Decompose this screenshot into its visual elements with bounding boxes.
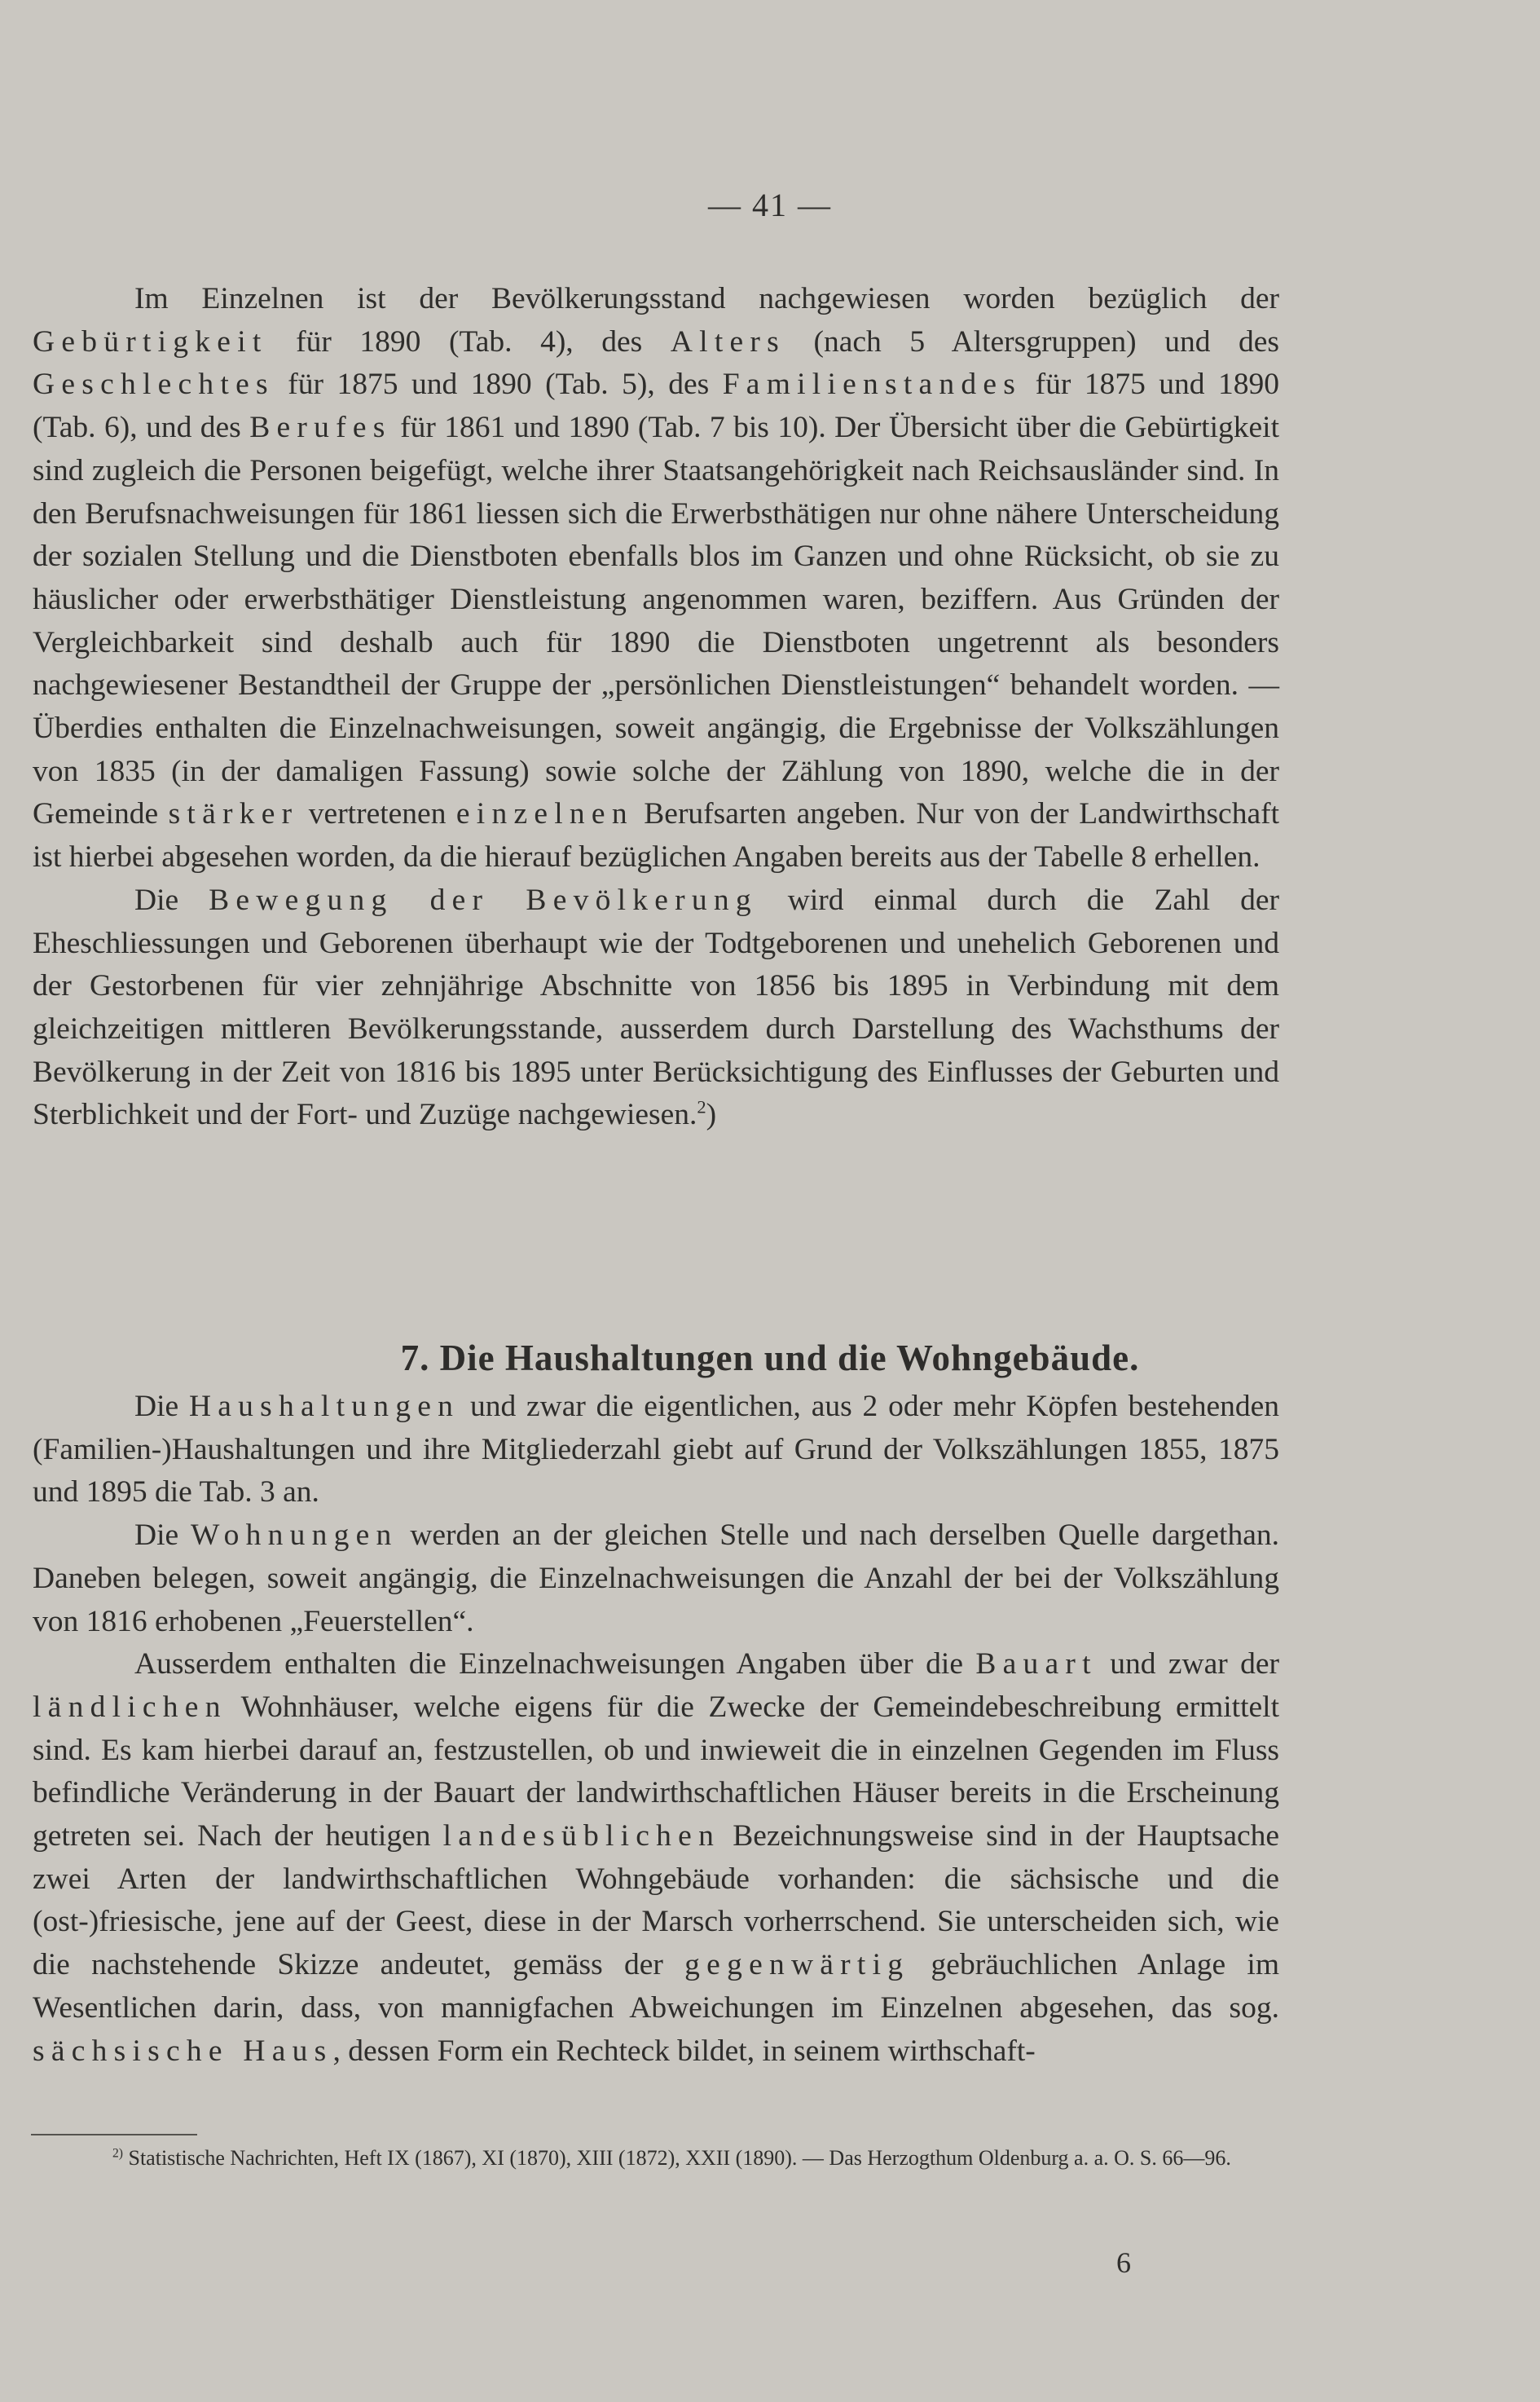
- emphasized-term: Gebürtigkeit: [33, 324, 268, 359]
- footnote-divider: [31, 2134, 197, 2135]
- section-title: 7. Die Haushaltungen und die Wohngebäude.: [400, 1338, 1140, 1378]
- text-run: Berufsarten angeben. Nur von der Landwirthschaft ist hierbei abgesehen worden, da die hierauf bezüglichen Angaben bereits aus der Tabelle 8 erhellen.: [33, 797, 1279, 875]
- text-run: und zwar der: [1097, 1647, 1279, 1681]
- text-run: Die: [134, 1390, 189, 1423]
- paragraph: [33, 1643, 1279, 2073]
- text-run: Die: [134, 883, 209, 917]
- text-run: ): [706, 1098, 717, 1132]
- section-body-households: [33, 1386, 1279, 2073]
- footnote-marker: 2): [112, 2146, 123, 2161]
- text-run: für 1861 und 1890 (Tab. 7 bis 10). Der Übersicht über die Gebürtigkeit sind zugleich die Personen beigefügt, welche ihrer Staatsangehörigkeit nach Reichsausländer sind. In den Berufsnachweisungen für 1861 liessen sich die Erwerbsthätigen nur ohne nähere Unterscheidung der sozialen Stellung und die Dienstboten ebenfalls blos im Ganzen und ohne Rücksicht, ob sie zu häuslicher oder erwerbsthätiger Dienstleistung angenommen waren, beziffern. Aus Gründen der Vergleichbarkeit sind deshalb auch für 1890 die Dienstboten ungetrennt als besonders nachgewiesener Bestandtheil der Gruppe der „persönlichen Dienstleistungen“ behandelt worden. — Überdies enthalten die Einzelnachweisungen, soweit angängig, die Ergebnisse der Volkszählungen von 1835 (in der damaligen Fassung) sowie solche der Zählung von 1890, welche die in der Gemeinde: [33, 411, 1279, 831]
- text-run: für 1875 und 1890 (Tab. 5), des: [274, 368, 723, 402]
- emphasized-term: Alters: [670, 324, 785, 359]
- emphasized-term: Bauart: [975, 1647, 1098, 1681]
- emphasized-term: Berufes: [249, 411, 392, 445]
- text-run: , dessen Form ein Rechteck bildet, in seinem wirthschaft-: [332, 2034, 1036, 2068]
- text-run: wird einmal durch die Zahl der Eheschliessungen und Geborenen überhaupt wie der Todtgeborenen und unehelich Geborenen und der Gestorbenen für vier zehnjährige Abschnitte von 1856 bis 1895 in Verbindung mit dem gleichzeitigen mittleren Bevölkerungsstande, ausserdem durch Darstellung des Wachsthums der Bevölkerung in der Zeit von 1816 bis 1895 unter Berücksichtigung des Einflusses der Geburten und Sterblichkeit und der Fort- und Zuzüge nachgewiesen.: [33, 883, 1279, 1132]
- paragraph: [33, 1514, 1279, 1643]
- text-run: (nach 5 Altersgruppen) und des: [785, 324, 1279, 359]
- text-run: Im Einzelnen ist der Bevölkerungsstand nachgewiesen worden bezüglich der: [134, 282, 1279, 315]
- text-run: für 1890 (Tab. 4), des: [267, 324, 671, 359]
- text-run: und zwar die eigentlichen, aus 2 oder mehr Köpfen bestehenden (Familien-)Haushaltungen und ihre Mitgliederzahl giebt auf Grund der Volkszählungen 1855, 1875 und 1895 die Tab. 3 an.: [33, 1390, 1279, 1510]
- text-run: werden an der gleichen Stelle und nach derselben Quelle dargethan. Daneben belegen, soweit angängig, die Einzelnachweisungen die Anzahl der bei der Volkszählung von 1816 erhobenen „Feuerstellen“.: [33, 1518, 1279, 1638]
- signature-mark: 6: [1116, 2246, 1131, 2279]
- emphasized-term: einzelnen: [455, 797, 634, 831]
- emphasized-term: stärker: [168, 797, 299, 831]
- section-body-population: [33, 278, 1279, 1137]
- footnote-reference: 2: [697, 1096, 706, 1117]
- emphasized-term: Haushaltungen: [188, 1390, 460, 1423]
- page-number-header: — 41 —: [708, 187, 832, 223]
- emphasized-term: Geschlechtes: [33, 368, 275, 402]
- emphasized-term: ländlichen: [33, 1690, 227, 1724]
- emphasized-term: Bewegung der Bevölkerung: [209, 883, 758, 917]
- text-run: Wohnhäuser, welche eigens für die Zwecke der Gemeindebeschreibung ermittelt sind. Es kam hierbei darauf an, festzustellen, ob und inwieweit die in einzelnen Gegenden im Fluss befindliche Veränderung in der Bauart der landwirthschaftlichen Häuser bereits in die Erscheinung getreten sei. Nach der heutigen: [33, 1690, 1279, 1853]
- paragraph: [33, 278, 1279, 879]
- paragraph: [33, 1386, 1279, 1514]
- text-run: für 1875 und 1890 (Tab. 6), und des: [33, 368, 1279, 445]
- footnote: [31, 2144, 1279, 2172]
- text-run: Ausserdem enthalten die Einzelnachweisungen Angaben über die: [134, 1647, 976, 1681]
- text-run: vertretenen: [298, 797, 456, 831]
- emphasized-term: Familienstandes: [722, 368, 1023, 402]
- text-run: gebräuchlichen Anlage im Wesentlichen darin, dass, von mannigfachen Abweichungen im Einzelnen abgesehen, das sog.: [33, 1948, 1279, 2025]
- emphasized-term: gegenwärtig: [684, 1948, 910, 1982]
- footnote-text: Statistische Nachrichten, Heft IX (1867), XI (1870), XIII (1872), XXII (1890). — Das Herzogthum Oldenburg a. a. O. S. 66—96.: [128, 2146, 1231, 2170]
- emphasized-term: Wohnungen: [190, 1518, 398, 1553]
- paragraph: [33, 879, 1279, 1137]
- emphasized-term: landesüblichen: [442, 1819, 721, 1853]
- emphasized-term: sächsische Haus: [33, 2034, 333, 2068]
- text-run: Bezeichnungsweise sind in der Hauptsache zwei Arten der landwirthschaftlichen Wohngebäude vorhanden: die sächsische und die (ost-)friesische, jene auf der Geest, diese in der Marsch vorherrschend. Sie unterscheiden sich, wie die nachstehende Skizze andeutet, gemäss der: [33, 1819, 1280, 1982]
- text-run: Die: [134, 1518, 191, 1553]
